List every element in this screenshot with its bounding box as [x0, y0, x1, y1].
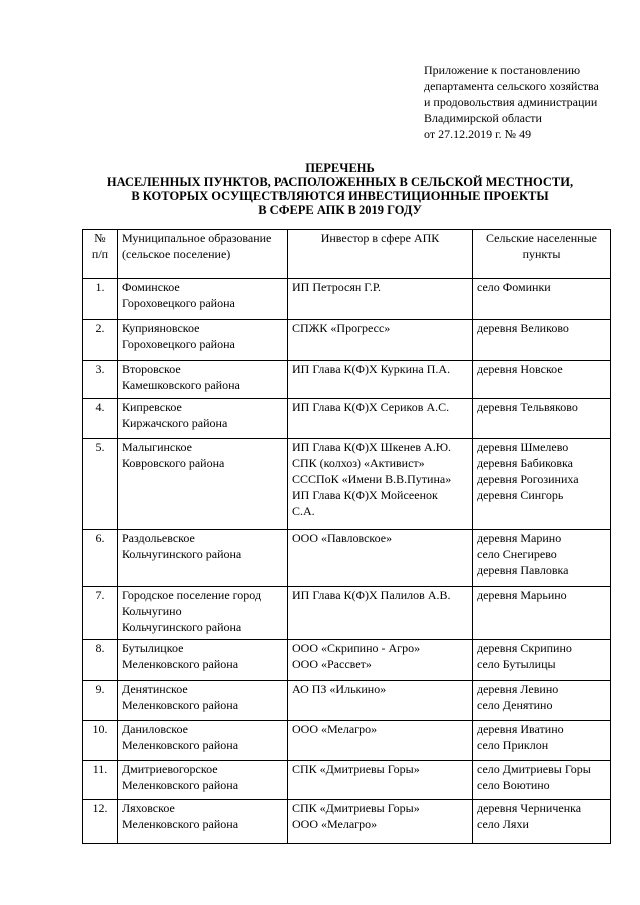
- settlements-cell-line: деревня Великово: [477, 321, 569, 335]
- investor-cell-line: ООО «Мелагро»: [292, 722, 378, 736]
- settlements-cell: [473, 530, 611, 587]
- investor-cell-line: ИП Петросян Г.Р.: [292, 280, 382, 294]
- settlements-cell: [473, 361, 611, 399]
- settlements-cell-line: деревня Марино: [477, 531, 562, 545]
- investor-cell-line: СПК «Дмитриевы Горы»: [292, 762, 420, 776]
- row-number: 2.: [83, 320, 118, 361]
- header-investor: Инвестор в сфере АПК: [288, 230, 473, 279]
- settlements-cell-line: село Приклон: [477, 738, 549, 752]
- municipality-cell-line: Ляховское: [122, 801, 175, 815]
- settlements-cell: [473, 439, 611, 530]
- settlements-cell-line: село Ляхи: [477, 817, 529, 831]
- municipality-cell: [118, 361, 288, 399]
- municipality-cell: [118, 800, 288, 844]
- appendix-note: [424, 62, 629, 142]
- investor-cell: [288, 279, 473, 320]
- settlements-cell-line: деревня Тельвяково: [477, 400, 578, 414]
- settlements-cell-line: деревня Павловка: [477, 563, 569, 577]
- investor-cell: [288, 320, 473, 361]
- municipality-cell-line: Меленковского района: [122, 698, 239, 712]
- municipality-cell-line: Второвское: [122, 362, 181, 376]
- title-line: НАСЕЛЕННЫХ ПУНКТОВ, РАСПОЛОЖЕННЫХ В СЕЛЬСКОЙ МЕСТНОСТИ,: [106, 175, 574, 189]
- row-number: 5.: [83, 439, 118, 530]
- table-row: [83, 721, 611, 761]
- header-municipality: Муниципальное образование (сельское поселение): [118, 230, 288, 279]
- investor-cell: [288, 721, 473, 761]
- settlements-cell: [473, 587, 611, 640]
- table-row: [83, 361, 611, 399]
- investor-cell-line: ИП Глава К(Ф)Х Мойсеенок: [292, 488, 438, 502]
- municipality-cell: [118, 640, 288, 681]
- investor-cell-line: СПЖК «Прогресс»: [292, 321, 391, 335]
- table-row: [83, 587, 611, 640]
- municipality-cell-line: Фоминское: [122, 280, 180, 294]
- table-row: [83, 761, 611, 800]
- municipality-cell-line: Куприяновское: [122, 321, 200, 335]
- settlements-cell-line: деревня Новское: [477, 362, 563, 376]
- settlements-cell: [473, 399, 611, 439]
- municipality-cell-line: Гороховецкого района: [122, 296, 235, 310]
- table-row: [83, 279, 611, 320]
- settlements-cell-line: деревня Рогозиниха: [477, 472, 579, 486]
- row-number: 6.: [83, 530, 118, 587]
- investor-cell-line: ООО «Рассвет»: [292, 657, 372, 671]
- municipality-cell-line: Дмитриевогорское: [122, 762, 218, 776]
- municipality-cell-line: Меленковского района: [122, 738, 239, 752]
- investor-cell-line: СПК (колхоз) «Активист»: [292, 456, 425, 470]
- table-row: [83, 640, 611, 681]
- municipality-cell-line: Меленковского района: [122, 817, 239, 831]
- settlements-cell: [473, 721, 611, 761]
- investor-cell-line: ИП Глава К(Ф)Х Сериков А.С.: [292, 400, 450, 414]
- investor-cell: [288, 530, 473, 587]
- investor-cell: [288, 439, 473, 530]
- municipality-cell-line: Раздольевское: [122, 531, 195, 545]
- row-number: 4.: [83, 399, 118, 439]
- header-num: № п/п: [83, 230, 118, 279]
- settlements-cell: [473, 681, 611, 721]
- investor-cell: [288, 640, 473, 681]
- investor-cell: [288, 761, 473, 800]
- investor-cell-line: ООО «Мелагро»: [292, 817, 378, 831]
- appendix-line: департамента сельского хозяйства: [424, 79, 599, 93]
- table-row: [83, 800, 611, 844]
- title-line: В КОТОРЫХ ОСУЩЕСТВЛЯЮТСЯ ИНВЕСТИЦИОННЫЕ ПРОЕКТЫ: [131, 189, 549, 203]
- investor-cell: [288, 361, 473, 399]
- settlements-cell-line: село Дмитриевы Горы: [477, 762, 591, 776]
- municipality-cell: [118, 721, 288, 761]
- investor-cell-line: С.А.: [292, 504, 315, 518]
- investor-cell-line: ИП Глава К(Ф)Х Палилов А.В.: [292, 588, 451, 602]
- row-number: 11.: [83, 761, 118, 800]
- municipality-cell-line: Кольчугинского района: [122, 547, 242, 561]
- municipality-cell-line: Камешковского района: [122, 378, 240, 392]
- municipality-cell-line: Денятинское: [122, 682, 188, 696]
- municipality-cell-line: Городское поселение город: [122, 588, 262, 602]
- settlements-cell: [473, 640, 611, 681]
- table-row: [83, 320, 611, 361]
- settlements-cell: [473, 279, 611, 320]
- investor-cell: [288, 399, 473, 439]
- settlements-cell-line: село Снегирево: [477, 547, 557, 561]
- investor-cell-line: АО ПЗ «Илькино»: [292, 682, 387, 696]
- municipality-cell: [118, 320, 288, 361]
- settlements-cell: [473, 320, 611, 361]
- table-row: [83, 530, 611, 587]
- table-header-row: [83, 230, 611, 279]
- investor-cell-line: СССПоК «Имени В.В.Путина»: [292, 472, 452, 486]
- settlements-cell-line: село Фоминки: [477, 280, 551, 294]
- settlements-cell-line: деревня Бабиковка: [477, 456, 573, 470]
- settlements-cell: [473, 761, 611, 800]
- settlements-cell-line: деревня Черниченка: [477, 801, 582, 815]
- settlements-cell-line: деревня Левино: [477, 682, 559, 696]
- appendix-line: и продовольствия администрации: [424, 95, 598, 109]
- municipality-cell: [118, 761, 288, 800]
- appendix-line: Приложение к постановлению: [424, 63, 581, 77]
- settlements-cell-line: деревня Сингорь: [477, 488, 564, 502]
- table-row: [83, 439, 611, 530]
- settlements-table: [82, 229, 611, 844]
- investor-cell-line: ООО «Павловское»: [292, 531, 393, 545]
- municipality-cell-line: Киржачского района: [122, 416, 228, 430]
- investor-cell: [288, 681, 473, 721]
- appendix-line: Владимирской области: [424, 111, 542, 125]
- municipality-cell: [118, 279, 288, 320]
- municipality-cell: [118, 530, 288, 587]
- municipality-cell-line: Гороховецкого района: [122, 337, 235, 351]
- municipality-cell-line: Меленковского района: [122, 778, 239, 792]
- municipality-cell: [118, 681, 288, 721]
- settlements-cell-line: деревня Скрипино: [477, 641, 572, 655]
- settlements-cell: [473, 800, 611, 844]
- header-settlements: Сельские населенные пункты: [473, 230, 611, 279]
- title-line: ПЕРЕЧЕНЬ: [305, 161, 375, 175]
- municipality-cell: [118, 399, 288, 439]
- settlements-cell-line: село Денятино: [477, 698, 553, 712]
- municipality-cell-line: Ковровского района: [122, 456, 225, 470]
- municipality-cell-line: Даниловское: [122, 722, 188, 736]
- municipality-cell-line: Кольчугино: [122, 604, 182, 618]
- row-number: 9.: [83, 681, 118, 721]
- appendix-line: от 27.12.2019 г. № 49: [424, 127, 532, 141]
- investor-cell-line: СПК «Дмитриевы Горы»: [292, 801, 420, 815]
- municipality-cell-line: Кольчугинского района: [122, 620, 242, 634]
- row-number: 1.: [83, 279, 118, 320]
- municipality-cell-line: Бутылицкое: [122, 641, 184, 655]
- row-number: 3.: [83, 361, 118, 399]
- row-number: 10.: [83, 721, 118, 761]
- row-number: 7.: [83, 587, 118, 640]
- investor-cell-line: ООО «Скрипино - Агро»: [292, 641, 421, 655]
- settlements-cell-line: деревня Иватино: [477, 722, 564, 736]
- document-title: [40, 161, 640, 217]
- municipality-cell: [118, 439, 288, 530]
- investor-cell-line: ИП Глава К(Ф)Х Шкенев А.Ю.: [292, 440, 452, 454]
- table-row: [83, 681, 611, 721]
- municipality-cell-line: Меленковского района: [122, 657, 239, 671]
- row-number: 8.: [83, 640, 118, 681]
- settlements-cell-line: село Бутылицы: [477, 657, 556, 671]
- row-number: 12.: [83, 800, 118, 844]
- investor-cell: [288, 587, 473, 640]
- investor-cell: [288, 800, 473, 844]
- municipality-cell-line: Кипревское: [122, 400, 182, 414]
- municipality-cell-line: Малыгинское: [122, 440, 192, 454]
- settlements-cell-line: деревня Марьино: [477, 588, 567, 602]
- title-line: В СФЕРЕ АПК В 2019 ГОДУ: [258, 203, 422, 217]
- settlements-cell-line: село Воютино: [477, 778, 550, 792]
- municipality-cell: [118, 587, 288, 640]
- investor-cell-line: ИП Глава К(Ф)Х Куркина П.А.: [292, 362, 451, 376]
- table-row: [83, 399, 611, 439]
- settlements-cell-line: деревня Шмелево: [477, 440, 569, 454]
